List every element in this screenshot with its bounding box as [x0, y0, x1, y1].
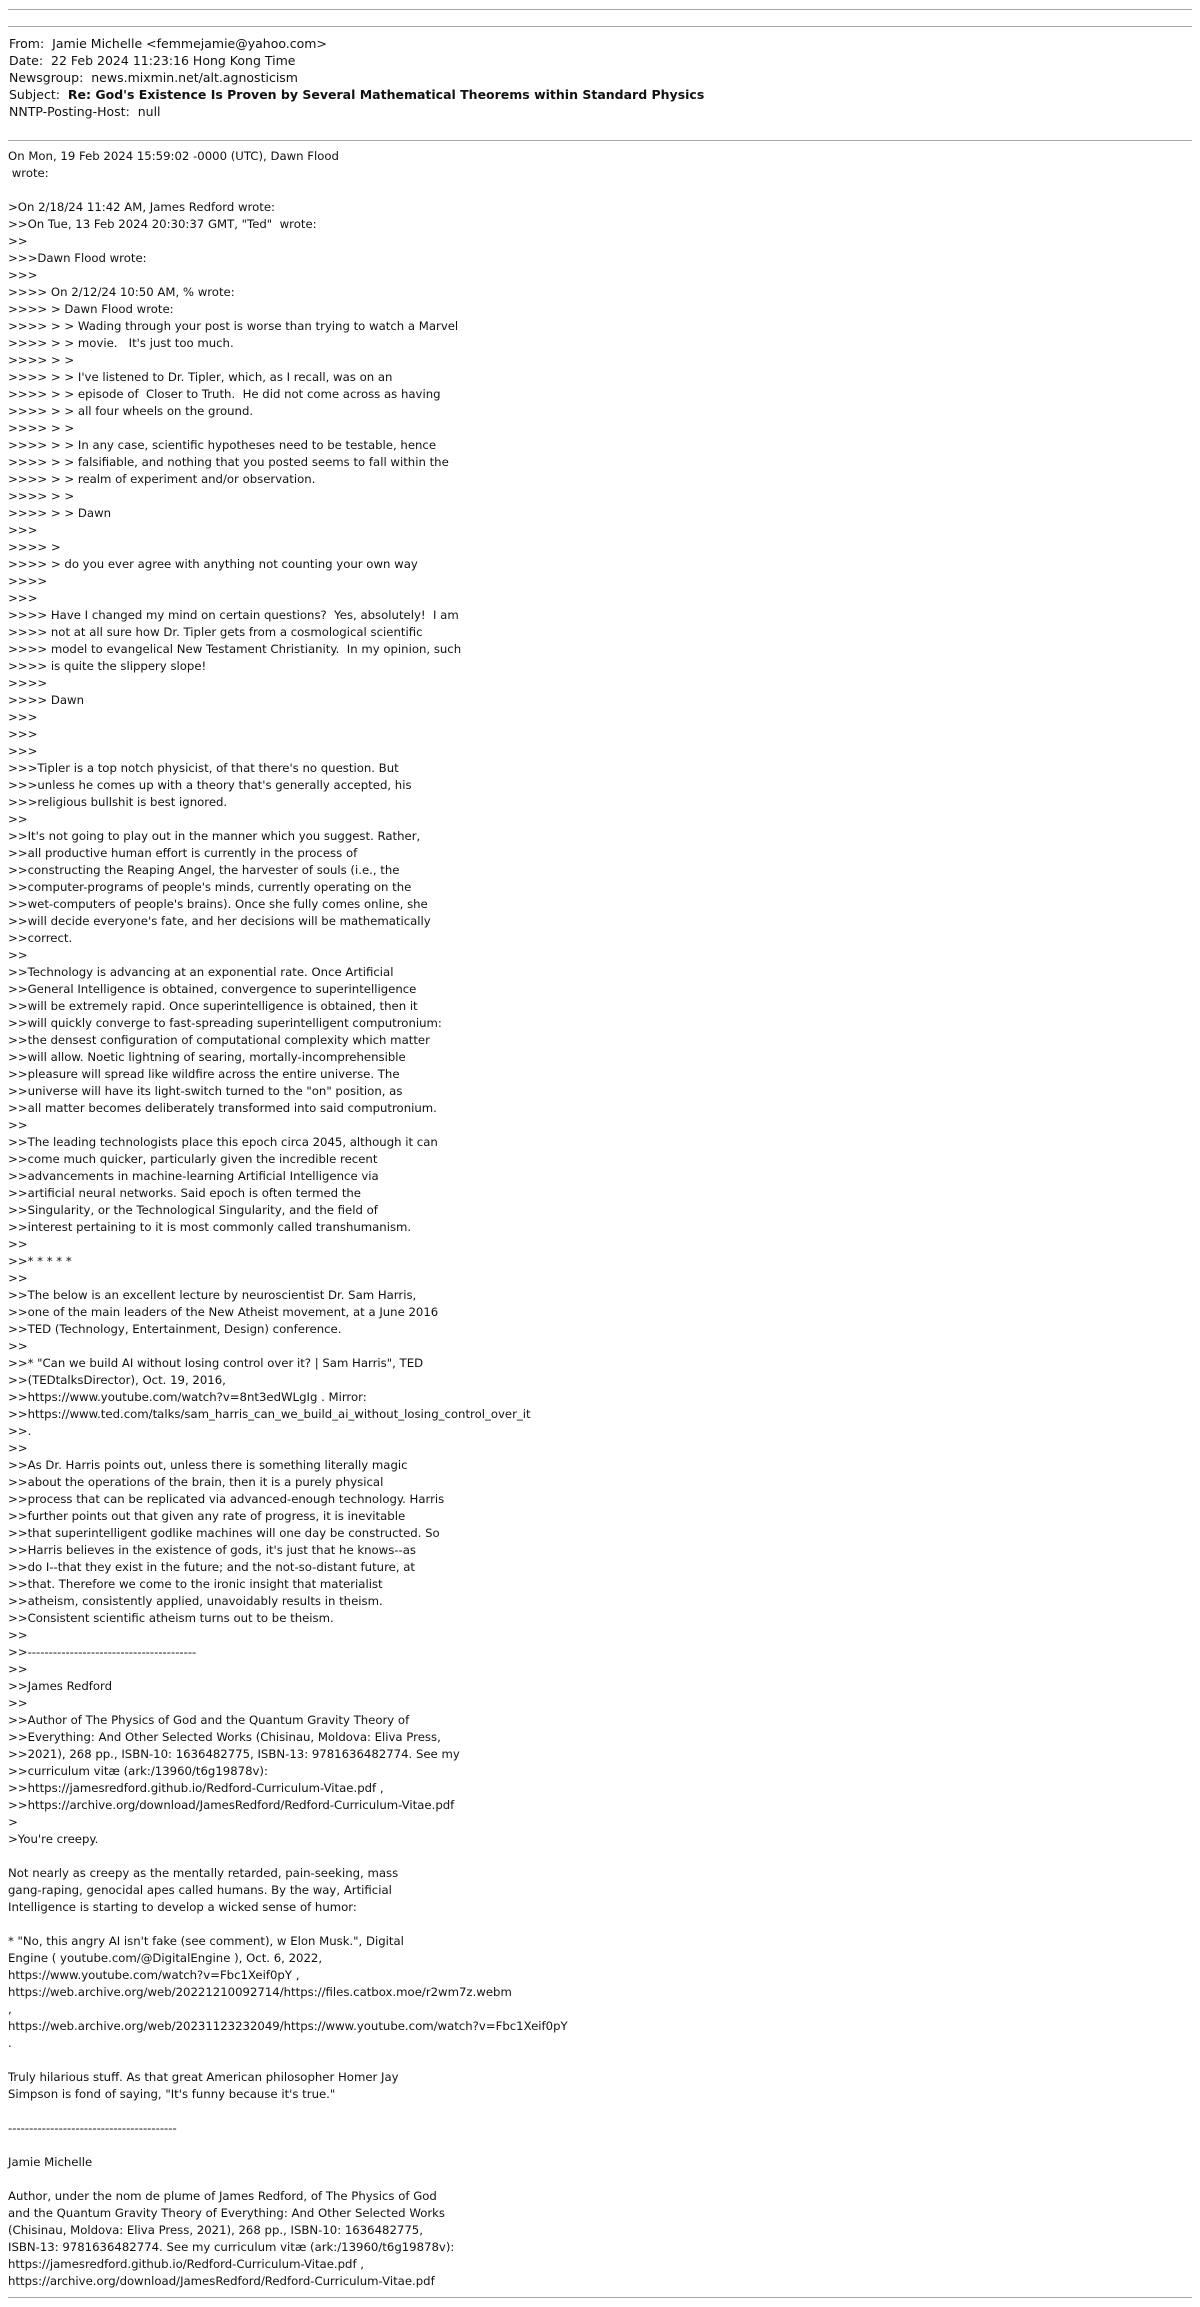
- message-body: [8, 148, 1192, 2290]
- body-line: >>.: [8, 1424, 32, 1438]
- body-line: >>one of the main leaders of the New Atheist movement, at a June 2016: [8, 1305, 439, 1319]
- body-line: >>: [8, 234, 28, 248]
- body-line: >>further points out that given any rate of progress, it is inevitable: [8, 1509, 406, 1523]
- body-line: Simpson is fond of saying, "It's funny because it's true.": [8, 2087, 336, 2101]
- body-line: >>>Tipler is a top notch physicist, of that there's no question. But: [8, 761, 399, 775]
- body-line: >>do I--that they exist in the future; and the not-so-distant future, at: [8, 1560, 415, 1574]
- body-line: >>https://www.youtube.com/watch?v=8nt3edWLgIg . Mirror:: [8, 1390, 367, 1404]
- body-line: >>computer-programs of people's minds, currently operating on the: [8, 880, 412, 894]
- body-line: >>>> is quite the slippery slope!: [8, 659, 207, 673]
- body-line: >>universe will have its light-switch turned to the "on" position, as: [8, 1084, 403, 1098]
- body-line: >>constructing the Reaping Angel, the harvester of souls (i.e., the: [8, 863, 400, 877]
- body-line: [8, 2052, 1192, 2069]
- body-line: >>>: [8, 268, 38, 282]
- body-line: >>>> Have I changed my mind on certain questions? Yes, absolutely! I am: [8, 608, 459, 622]
- body-line: (Chisinau, Moldova: Eliva Press, 2021), 268 pp., ISBN-10: 1636482775,: [8, 2223, 423, 2237]
- body-line: https://www.youtube.com/watch?v=Fbc1Xeif0pY ,: [8, 1968, 300, 1982]
- body-line: >>>> > > all four wheels on the ground.: [8, 404, 254, 418]
- body-line: and the Quantum Gravity Theory of Everything: And Other Selected Works: [8, 2206, 446, 2220]
- body-line: https://web.archive.org/web/20221210092714/https://files.catbox.moe/r2wm7z.webm: [8, 1985, 512, 1999]
- body-line: >>https://archive.org/download/JamesRedford/Redford-Curriculum-Vitae.pdf: [8, 1798, 455, 1812]
- body-line: https://jamesredford.github.io/Redford-Curriculum-Vitae.pdf ,: [8, 2257, 365, 2271]
- body-line: >>>> On 2/12/24 10:50 AM, % wrote:: [8, 285, 235, 299]
- body-line: >>>> > > Wading through your post is worse than trying to watch a Marvel: [8, 319, 459, 333]
- body-line: >>Singularity, or the Technological Singularity, and the field of: [8, 1203, 378, 1217]
- body-line: >: [8, 1815, 18, 1829]
- body-line: ,: [8, 2002, 12, 2016]
- body-line: Jamie Michelle: [8, 2155, 93, 2169]
- body-line: >>will quickly converge to fast-spreading superintelligent computronium:: [8, 1016, 442, 1030]
- body-line: >>wet-computers of people's brains). Once she fully comes online, she: [8, 897, 428, 911]
- body-line: >>>> > > episode of Closer to Truth. He did not come across as having: [8, 387, 441, 401]
- body-line: Author, under the nom de plume of James Redford, of The Physics of God: [8, 2189, 437, 2203]
- body-line: >>>> > > falsifiable, and nothing that you posted seems to fall within the: [8, 455, 449, 469]
- body-line: ----------------------------------------: [8, 2121, 177, 2135]
- body-line: >You're creepy.: [8, 1832, 99, 1846]
- header-date: [9, 52, 1189, 69]
- body-line: >>>> > do you ever agree with anything not counting your own way: [8, 557, 418, 571]
- body-line: >>pleasure will spread like wildfire across the entire universe. The: [8, 1067, 400, 1081]
- body-line: >>>> > > realm of experiment and/or observation.: [8, 472, 316, 486]
- body-line: >>>: [8, 744, 38, 758]
- body-line: >>>> > Dawn Flood wrote:: [8, 302, 174, 316]
- body-line: >>Technology is advancing at an exponential rate. Once Artificial: [8, 965, 394, 979]
- body-line: >>about the operations of the brain, then it is a purely physical: [8, 1475, 384, 1489]
- body-line: gang-raping, genocidal apes called humans. By the way, Artificial: [8, 1883, 392, 1897]
- body-line: >>: [8, 1339, 28, 1353]
- message-headers: [9, 35, 1189, 120]
- body-line: >>: [8, 948, 28, 962]
- body-line: >>>> Dawn: [8, 693, 85, 707]
- body-line: https://web.archive.org/web/20231123232049/https://www.youtube.com/watch?v=Fbc1Xeif0pY: [8, 2019, 568, 2033]
- body-line: >>Author of The Physics of God and the Quantum Gravity Theory of: [8, 1713, 410, 1727]
- body-line: >>2021), 268 pp., ISBN-10: 1636482775, ISBN-13: 9781636482774. See my: [8, 1747, 460, 1761]
- header-posting-host: [9, 103, 1189, 120]
- body-line: [8, 1916, 1192, 1933]
- body-line: >>>Dawn Flood wrote:: [8, 251, 147, 265]
- body-line: >>curriculum vitæ (ark:/13960/t6g19878v):: [8, 1764, 268, 1778]
- body-line: >>(TEDtalksDirector), Oct. 19, 2016,: [8, 1373, 226, 1387]
- bottom-rule: [8, 2297, 1192, 2298]
- body-line: >>will decide everyone's fate, and her decisions will be mathematically: [8, 914, 431, 928]
- body-line: >>The leading technologists place this epoch circa 2045, although it can: [8, 1135, 438, 1149]
- header-newsgroup-value: news.mixmin.net/alt.agnosticism: [91, 70, 298, 85]
- body-line: >>come much quicker, particularly given the incredible recent: [8, 1152, 378, 1166]
- body-line: >>process that can be replicated via advanced-enough technology. Harris: [8, 1492, 445, 1506]
- body-line: >>>: [8, 591, 38, 605]
- body-line: >>>> > > Dawn: [8, 506, 112, 520]
- header-date-value: 22 Feb 2024 11:23:16 Hong Kong Time: [51, 53, 296, 68]
- body-line: >>>> > > In any case, scientific hypotheses need to be testable, hence: [8, 438, 437, 452]
- body-line: >>: [8, 1696, 28, 1710]
- body-line: ISBN-13: 9781636482774. See my curriculum vitæ (ark:/13960/t6g19878v):: [8, 2240, 455, 2254]
- body-line: >>>> > >: [8, 421, 75, 435]
- body-line: >>will allow. Noetic lightning of searing, mortally-incomprehensible: [8, 1050, 406, 1064]
- body-line: >>: [8, 1441, 28, 1455]
- body-line: >>* "Can we build AI without losing control over it? | Sam Harris", TED: [8, 1356, 424, 1370]
- body-line: On Mon, 19 Feb 2024 15:59:02 -0000 (UTC), Dawn Flood: [8, 149, 339, 163]
- body-line: >>https://www.ted.com/talks/sam_harris_can_we_build_ai_without_losing_control_over_it: [8, 1407, 531, 1421]
- body-line: >>: [8, 812, 28, 826]
- body-line: >>* * * * *: [8, 1254, 72, 1268]
- body-line: >>----------------------------------------: [8, 1645, 197, 1659]
- body-line: Not nearly as creepy as the mentally retarded, pain-seeking, mass: [8, 1866, 399, 1880]
- body-line: >>>>: [8, 574, 48, 588]
- body-line: >On 2/18/24 11:42 AM, James Redford wrote:: [8, 200, 275, 214]
- body-line: >>>> > > I've listened to Dr. Tipler, which, as I recall, was on an: [8, 370, 393, 384]
- body-line: >>correct.: [8, 931, 73, 945]
- body-line: >>>: [8, 727, 38, 741]
- header-date-label: Date:: [9, 53, 44, 68]
- body-line: >>James Redford: [8, 1679, 113, 1693]
- body-line: .: [8, 2036, 12, 2050]
- body-line: >>The below is an excellent lecture by neuroscientist Dr. Sam Harris,: [8, 1288, 417, 1302]
- body-line: >>Everything: And Other Selected Works (Chisinau, Moldova: Eliva Press,: [8, 1730, 441, 1744]
- body-line: >>General Intelligence is obtained, convergence to superintelligence: [8, 982, 417, 996]
- header-newsgroup: [9, 69, 1189, 86]
- header-from: [9, 35, 1189, 52]
- header-bottom-rule: [8, 140, 1192, 141]
- body-line: >>>: [8, 710, 38, 724]
- header-from-value: Jamie Michelle <femmejamie@yahoo.com>: [52, 36, 327, 51]
- body-line: >>all productive human effort is currently in the process of: [8, 846, 358, 860]
- body-line: >>>>: [8, 676, 48, 690]
- body-line: >>all matter becomes deliberately transformed into said computronium.: [8, 1101, 437, 1115]
- body-line: >>https://jamesredford.github.io/Redford-Curriculum-Vitae.pdf ,: [8, 1781, 384, 1795]
- body-line: >>As Dr. Harris points out, unless there is something literally magic: [8, 1458, 408, 1472]
- body-line: [8, 1848, 1192, 1865]
- body-line: >>will be extremely rapid. Once superintelligence is obtained, then it: [8, 999, 418, 1013]
- body-line: >>that. Therefore we come to the ironic insight that materialist: [8, 1577, 383, 1591]
- body-line: [8, 2137, 1192, 2154]
- body-line: >>On Tue, 13 Feb 2024 20:30:37 GMT, "Ted" wrote:: [8, 217, 317, 231]
- body-line: >>: [8, 1662, 28, 1676]
- body-line: >>TED (Technology, Entertainment, Design) conference.: [8, 1322, 342, 1336]
- top-rule-1: [8, 9, 1192, 10]
- body-line: * "No, this angry AI isn't fake (see comment), w Elon Musk.", Digital: [8, 1934, 404, 1948]
- body-line: >>artificial neural networks. Said epoch is often termed the: [8, 1186, 361, 1200]
- body-line: >>>> model to evangelical New Testament Christianity. In my opinion, such: [8, 642, 462, 656]
- header-subject: [9, 86, 1189, 103]
- body-line: wrote:: [8, 166, 49, 180]
- body-line: https://archive.org/download/JamesRedford/Redford-Curriculum-Vitae.pdf: [8, 2274, 435, 2288]
- body-line: >>advancements in machine-learning Artificial Intelligence via: [8, 1169, 379, 1183]
- body-line: Intelligence is starting to develop a wicked sense of humor:: [8, 1900, 357, 1914]
- body-line: >>: [8, 1118, 28, 1132]
- header-newsgroup-label: Newsgroup:: [9, 70, 84, 85]
- body-line: >>the densest configuration of computational complexity which matter: [8, 1033, 430, 1047]
- body-line: >>atheism, consistently applied, unavoidably results in theism.: [8, 1594, 383, 1608]
- body-line: >>>> >: [8, 540, 61, 554]
- body-line: >>>religious bullshit is best ignored.: [8, 795, 228, 809]
- header-posting-host-label: NNTP-Posting-Host:: [9, 104, 130, 119]
- top-rule-2: [8, 26, 1192, 27]
- body-line: >>>> > >: [8, 489, 75, 503]
- body-line: >>>unless he comes up with a theory that's generally accepted, his: [8, 778, 412, 792]
- body-line: >>: [8, 1271, 28, 1285]
- body-line: Engine ( youtube.com/@DigitalEngine ), Oct. 6, 2022,: [8, 1951, 323, 1965]
- body-line: >>>> > >: [8, 353, 75, 367]
- body-line: >>>: [8, 523, 38, 537]
- body-line: >>>> > > movie. It's just too much.: [8, 336, 234, 350]
- body-line: >>: [8, 1237, 28, 1251]
- body-line: >>Consistent scientific atheism turns out to be theism.: [8, 1611, 334, 1625]
- body-line: Truly hilarious stuff. As that great American philosopher Homer Jay: [8, 2070, 399, 2084]
- header-subject-value: Re: God's Existence Is Proven by Several Mathematical Theorems within Standard Physics: [67, 87, 705, 102]
- header-from-label: From:: [9, 36, 45, 51]
- header-subject-label: Subject:: [9, 87, 60, 102]
- body-line: >>>> not at all sure how Dr. Tipler gets from a cosmological scientific: [8, 625, 423, 639]
- body-line: [8, 182, 1192, 199]
- body-line: >>It's not going to play out in the manner which you suggest. Rather,: [8, 829, 421, 843]
- body-line: [8, 2103, 1192, 2120]
- body-line: [8, 2171, 1192, 2188]
- body-line: >>Harris believes in the existence of gods, it's just that he knows--as: [8, 1543, 417, 1557]
- header-posting-host-value: null: [137, 104, 161, 119]
- body-line: >>that superintelligent godlike machines will one day be constructed. So: [8, 1526, 440, 1540]
- body-line: >>interest pertaining to it is most commonly called transhumanism.: [8, 1220, 412, 1234]
- body-line: >>: [8, 1628, 28, 1642]
